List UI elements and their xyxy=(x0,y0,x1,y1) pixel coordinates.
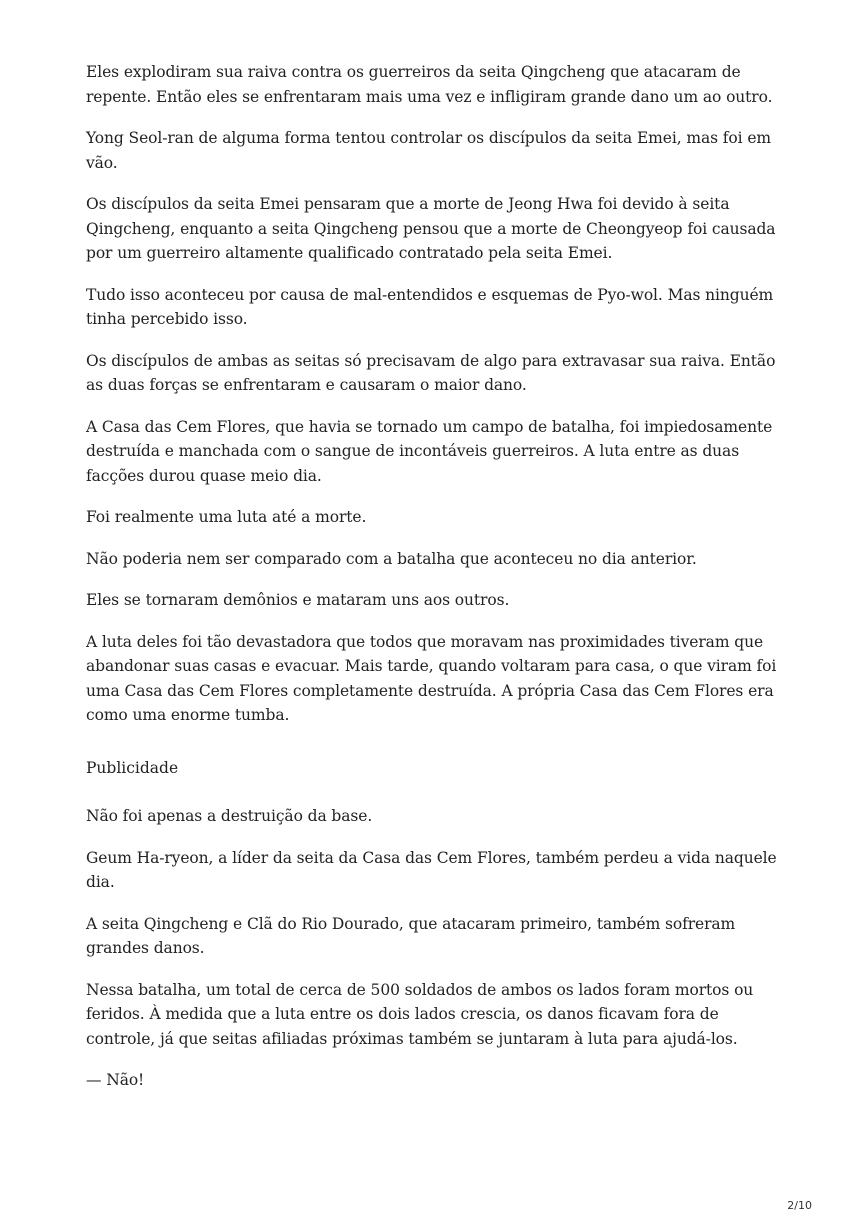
page-number: 2/10 xyxy=(787,1199,812,1212)
paragraph: A seita Qingcheng e Clã do Rio Dourado, que atacaram primeiro, também sofreram grandes danos. xyxy=(86,914,736,957)
paragraph: Eles explodiram sua raiva contra os guerreiros da seita Qingcheng que atacaram de repente. Então eles se enfrentaram mais uma vez e infligiram grande dano um ao outro. xyxy=(86,63,773,106)
paragraph: — Não! xyxy=(86,1071,145,1089)
paragraph: Foi realmente uma luta até a morte. xyxy=(86,508,367,526)
paragraph: A Casa das Cem Flores, que havia se tornado um campo de batalha, foi impiedosamente destruída e manchada com o sangue de incontáveis guerreiros. A luta entre as duas facções durou quase meio dia. xyxy=(86,417,773,485)
paragraph: Não foi apenas a destruição da base. xyxy=(86,807,373,825)
paragraph: Geum Ha-ryeon, a líder da seita da Casa das Cem Flores, também perdeu a vida naquele dia. xyxy=(86,848,777,891)
paragraph: Não poderia nem ser comparado com a batalha que aconteceu no dia anterior. xyxy=(86,549,697,568)
paragraph: Eles se tornaram demônios e mataram uns aos outros. xyxy=(86,591,510,609)
paragraph: Yong Seol-ran de alguma forma tentou controlar os discípulos da seita Emei, mas foi em vão. xyxy=(86,129,771,172)
paragraph: Os discípulos de ambas as seitas só precisavam de algo para extravasar sua raiva. Então as duas forças se enfrentaram e causaram o maior dano. xyxy=(86,351,776,394)
advertisement-label: Publicidade xyxy=(86,758,179,777)
paragraph: Os discípulos da seita Emei pensaram que a morte de Jeong Hwa foi devido à seita Qingcheng, enquanto a seita Qingcheng pensou que a morte de Cheongyeop foi causada por um guerreiro altamente qualificado contratado pela seita Emei. xyxy=(86,195,776,262)
document-body xyxy=(86,60,786,1110)
paragraph: Nessa batalha, um total de cerca de 500 soldados de ambos os lados foram mortos ou feridos. À medida que a luta entre os dois lados crescia, os danos ficavam fora de controle, já que seitas afiliadas próximas também se juntaram à luta para ajudá-los. xyxy=(86,980,754,1048)
paragraph: A luta deles foi tão devastadora que todos que moravam nas proximidades tiveram que abandonar suas casas e evacuar. Mais tarde, quando voltaram para casa, o que viram foi uma Casa das Cem Flores completamente destruída. A própria Casa das Cem Flores era como uma enorme tumba. xyxy=(86,632,777,724)
paragraph: Tudo isso aconteceu por causa de mal-entendidos e esquemas de Pyo-wol. Mas ninguém tinha percebido isso. xyxy=(86,285,774,328)
